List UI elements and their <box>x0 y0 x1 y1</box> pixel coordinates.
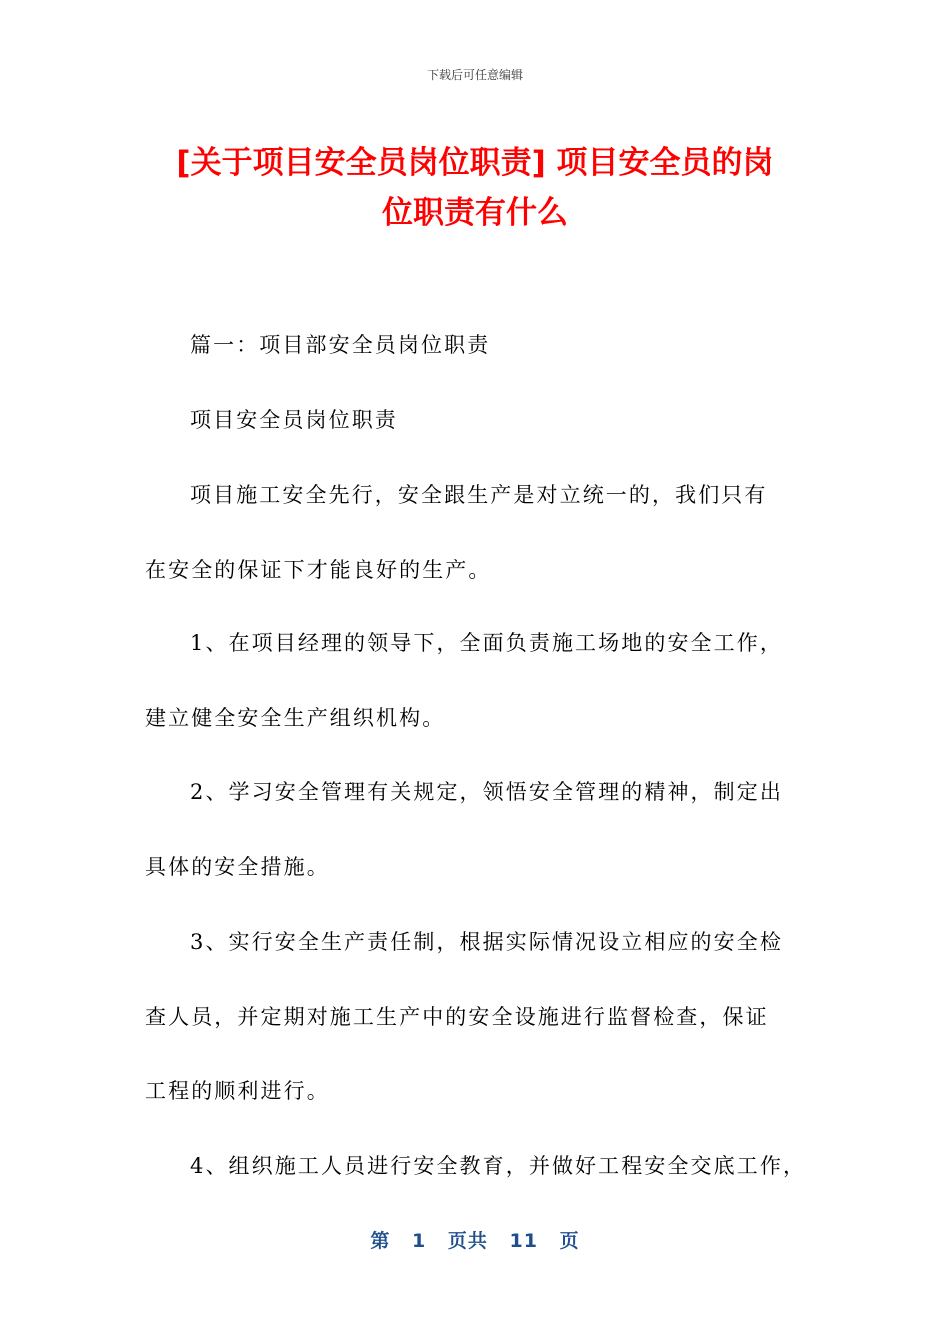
list-item-3-line-3: 工程的顺利进行。 <box>145 1079 330 1103</box>
footer-total-pages: 11 <box>509 1230 538 1252</box>
footer-suffix: 页 <box>559 1230 580 1252</box>
list-item-3-line-2: 查人员，并定期对施工生产中的安全设施进行监督检查，保证 <box>145 1005 769 1029</box>
document-title <box>120 138 830 238</box>
paragraph-line: 在安全的保证下才能良好的生产。 <box>145 558 492 582</box>
paragraph-line: 项目施工安全先行，安全跟生产是对立统一的，我们只有 <box>190 483 768 507</box>
list-item-2-line-2: 具体的安全措施。 <box>145 855 330 879</box>
footer-page-number: 1 <box>412 1230 427 1252</box>
list-item-3-line-1: 3、实行安全生产责任制，根据实际情况设立相应的安全检 <box>190 930 783 954</box>
page-header: 下载后可任意编辑 <box>426 68 523 82</box>
page-footer <box>0 1226 950 1253</box>
list-item-2-line-1: 2、学习安全管理有关规定，领悟安全管理的精神，制定出 <box>190 780 783 804</box>
list-item-1-line-1: 1、在项目经理的领导下，全面负责施工场地的安全工作， <box>190 631 783 655</box>
footer-middle: 页共 <box>447 1230 488 1252</box>
list-item-1-line-2: 建立健全安全生产组织机构。 <box>145 706 446 730</box>
list-item-4-line-1: 4、组织施工人员进行安全教育，并做好工程安全交底工作， <box>190 1154 807 1178</box>
title-line-1: [关于项目安全员岗位职责] 项目安全员的岗 <box>176 145 774 181</box>
footer-prefix: 第 <box>370 1230 391 1252</box>
title-line-2: 位职责有什么 <box>382 195 568 231</box>
section-heading: 篇一：项目部安全员岗位职责 <box>190 333 491 357</box>
subheading: 项目安全员岗位职责 <box>190 408 398 432</box>
